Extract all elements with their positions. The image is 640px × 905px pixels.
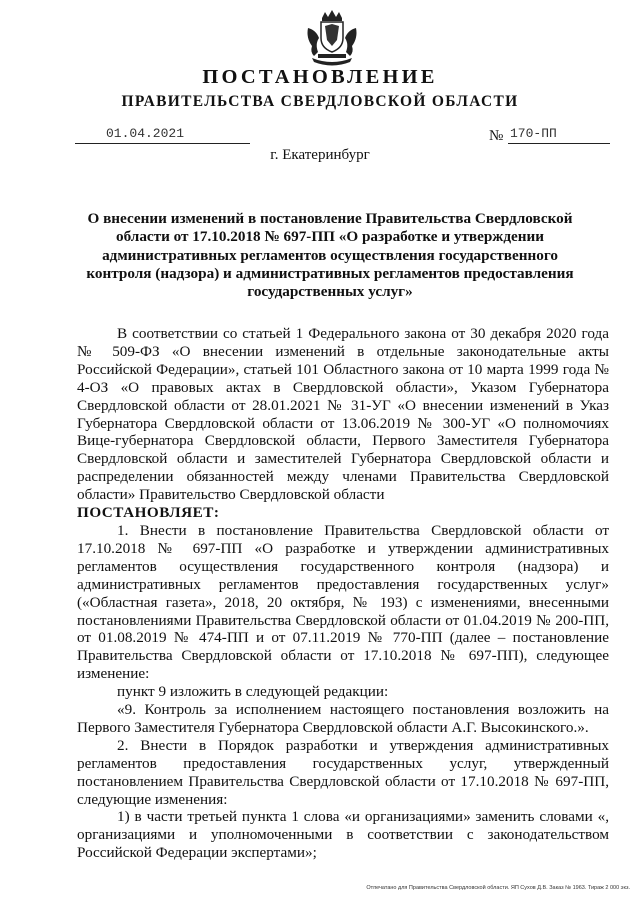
city-line: г. Екатеринбург	[270, 147, 370, 163]
document-date: 01.04.2021	[106, 126, 185, 141]
document-title: О внесении изменений в постановление Правительства Свердловской области от 17.10.2018 № 697-ПП «О разработке и утверждении административных регламентов осуществления государственного контроля (надзора) и административных регламентов предоставления государственных услуг»	[86, 210, 574, 301]
document-type-heading: ПОСТАНОВЛЕНИЕ	[202, 66, 438, 88]
clause-1-instruction: пункт 9 изложить в следующей редакции:	[117, 683, 389, 701]
print-footer: Отпечатано для Правительства Свердловской области. ЯП Сухов Д.В. Заказ № 1963. Тираж 2 000 экз.	[366, 885, 630, 891]
clause-1-new-text: «9. Контроль за исполнением настоящего постановления возложить на Первого Заместителя Губернатора Свердловской области А.Г. Высокинского.».	[77, 701, 609, 736]
number-field	[508, 126, 610, 144]
preamble-paragraph: В соответствии со статьей 1 Федерального закона от 30 декабря 2020 года № 509-ФЗ «О внесении изменений в отдельные законодательные акты Российской Федерации», статьей 101 Областного закона от 10 марта 1999 года № 4-ОЗ «О правовых актах в Свердловской области», Указом Губернатора Свердловской области от 28.01.2021 № 31-УГ «О внесении изменений в Указ Губернатора Свердловской области от 13.06.2019 № 300-УГ «О полномочиях Вице-губернатора Свердловской области, Первого Заместителя Губернатора Свердловской области и заместителей Губернатора Свердловской области и распределении обязанностей между членами Правительства Свердловской области» Правительство Свердловской области	[77, 325, 609, 504]
coat-of-arms-emblem	[300, 8, 364, 70]
decree-heading: ПОСТАНОВЛЯЕТ:	[77, 504, 220, 522]
date-field	[75, 126, 250, 144]
clause-1-paragraph: 1. Внести в постановление Правительства Свердловской области от 17.10.2018 № 697-ПП «О разработке и утверждении административных регламентов осуществления государственного контроля (надзора) и административных регламентов предоставления государственных услуг» («Областная газета», 2018, 20 октября, № 193) с изменениями, внесенными постановлениями Правительства Свердловской области от 01.04.2019 № 200-ПП, от 01.08.2019 № 474-ПП и от 07.11.2019 № 770-ПП (далее – постановление Правительства Свердловской области от 17.10.2018 № 697-ПП), следующее изменение:	[77, 521, 609, 683]
number-label: №	[489, 128, 504, 144]
clause-2-subitem-1: 1) в части третьей пункта 1 слова «и организациями» заменить словами «, организациями и уполномоченными в соответствии с законодательством Российской Федерации экспертами»;	[77, 808, 609, 862]
document-number: 170-ПП	[510, 126, 557, 141]
issuer-heading: ПРАВИТЕЛЬСТВА СВЕРДЛОВСКОЙ ОБЛАСТИ	[121, 93, 519, 110]
clause-2-paragraph: 2. Внести в Порядок разработки и утверждения административных регламентов предоставления государственных услуг, утвержденный постановлением Правительства Свердловской области от 17.10.2018 № 697-ПП, следующие изменения:	[77, 736, 609, 808]
document-body	[77, 325, 609, 862]
